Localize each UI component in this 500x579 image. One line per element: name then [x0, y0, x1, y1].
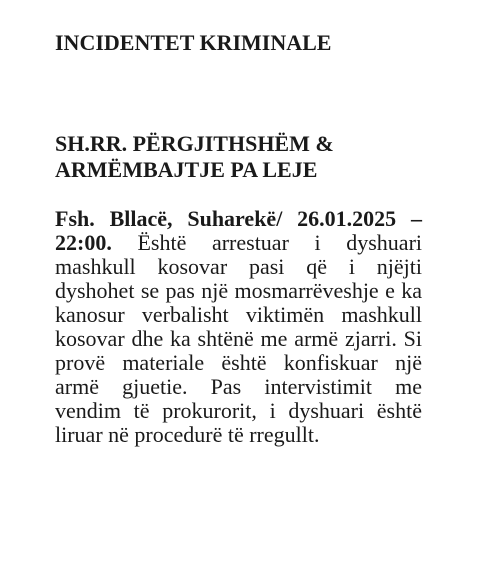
incident-heading — [55, 131, 422, 183]
incident-description: Është arrestuar i dyshuari mashkull kosovar pasi që i njëjti dyshohet se pas një mosmarrëveshje e ka kanosur verbalisht viktimën mashkull kosovar dhe ka shtënë me armë zjarri. Si provë materiale është konfiskuar një armë gjuetie. Pas intervistimit me vendim të prokurorit, i dyshuari është liruar në procedurë të rregullt. — [55, 230, 423, 447]
section-heading: INCIDENTET KRIMINALE — [55, 30, 332, 55]
incident-location-datetime: Fsh. Bllacë, Suharekë/ 26.01.2025 – 22:00. — [55, 206, 422, 255]
incident-heading-line-2: ARMËMBAJTJE PA LEJE — [55, 157, 318, 182]
incident-heading-line-1: SH.RR. PËRGJITHSHËM & — [55, 131, 334, 156]
incident-paragraph — [55, 207, 422, 447]
